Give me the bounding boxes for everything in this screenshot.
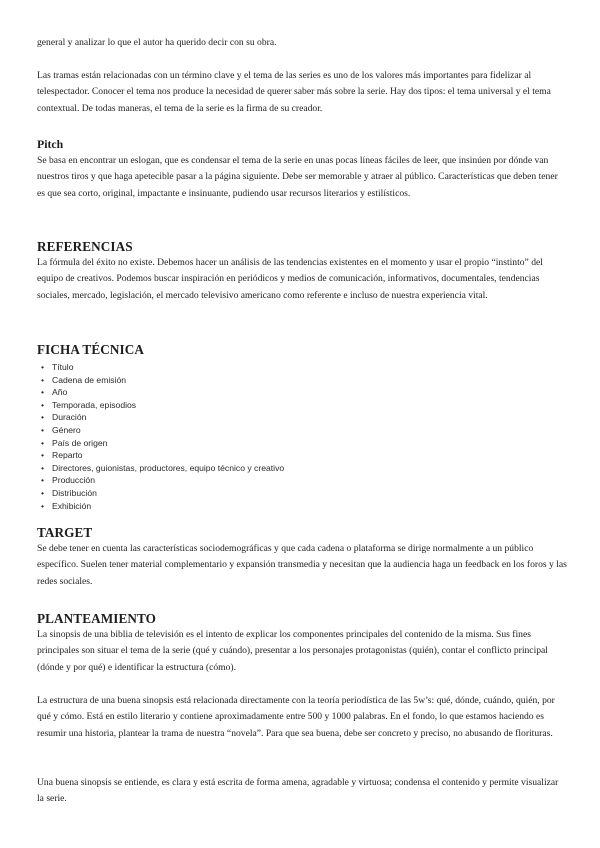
planteamiento-paragraph-2: La estructura de una buena sinopsis está relacionada directamente con la teoría periodística de las 5w’s: qué, dónde, cuándo, quién, por qué y cómo. Está en estilo literario y contiene aproximadamente entre 500 y 1000 palabras. En el fondo, lo que estamos haciendo es resumir una historia, plantear la trama de nuestra “novela”. Para que sea buena, debe ser concreto y preciso, no abusando de florituras. <box>37 695 555 739</box>
target-paragraph: Se debe tener en cuenta las características sociodemográficas y que cada cadena o plataforma se dirige normalmente a un público específico. Suelen tener material complementario y expansión transmedia y necesitan que la audiencia haga un feedback en los foros y las redes sociales. <box>37 543 567 587</box>
intro-paragraph-1: general y analizar lo que el autor ha querido decir con su obra. <box>37 37 277 48</box>
list-item: • Directores, guionistas, productores, equipo técnico y creativo <box>41 462 285 473</box>
referencias-paragraph: La fórmula del éxito no existe. Debemos hacer un análisis de las tendencias existentes en el momento y usar el propio “instinto” del equipo de creativos. Podemos buscar inspiración en periódicos y medios de comunicación, informativos, documentales, tendencias sociales, mercado, legislación, el mercado televisivo americano como referente e incluso de nuestra experiencia vital. <box>37 257 543 301</box>
planteamiento-paragraph-1: La sinopsis de una biblia de televisión es el intento de explicar los componentes principales del contenido de la misma. Sus fines principales son situar el tema de la serie (qué y cuándo), presentar a los personajes protagonistas (quién), contar el conflicto principal (dónde y por qué) e identificar la estructura (cómo). <box>37 629 548 673</box>
list-item: • Exhibición <box>41 500 92 511</box>
list-item: • Cadena de emisión <box>41 374 127 385</box>
list-item: • País de origen <box>41 437 108 448</box>
pitch-paragraph: Se basa en encontrar un eslogan, que es condensar el tema de la serie en unas pocas líneas fáciles de leer, que insinúen por dónde van nuestros tiros y que haga apetecible pasar a la página siguiente. Debe ser memorable y atraer al público. Características que deben tener es que sea corto, original, impactante e insinuante, pudiendo usar recursos literarios y estilísticos. <box>37 155 558 199</box>
list-item: • Producción <box>41 475 95 486</box>
planteamiento-heading: PLANTEAMIENTO <box>37 611 157 626</box>
pitch-heading: Pitch <box>37 137 64 151</box>
referencias-heading: REFERENCIAS <box>37 239 133 254</box>
list-item: • Duración <box>41 412 87 423</box>
ficha-tecnica-heading: FICHA TÉCNICA <box>37 342 144 357</box>
list-item: • Género <box>41 424 81 435</box>
list-item: • Año <box>41 387 68 398</box>
ficha-tecnica-list <box>37 361 284 512</box>
list-item: • Reparto <box>41 450 83 461</box>
planteamiento-paragraph-3: Una buena sinopsis se entiende, es clara y está escrita de forma amena, agradable y virtuosa; condensa el contenido y permite visualizar la serie. <box>37 777 559 805</box>
list-item: • Título <box>41 362 74 372</box>
list-item: • Temporada, episodios <box>41 399 137 410</box>
list-item: • Distribución <box>41 487 97 498</box>
target-heading: TARGET <box>37 525 93 540</box>
intro-paragraph-2: Las tramas están relacionadas con un término clave y el tema de las series es uno de los valores más importantes para fidelizar al telespectador. Conocer el tema nos produce la necesidad de querer saber más sobre la serie. Hay dos tipos: el tema universal y el tema contextual. De todas maneras, el tema de la serie es la firma de su creador. <box>37 70 551 114</box>
